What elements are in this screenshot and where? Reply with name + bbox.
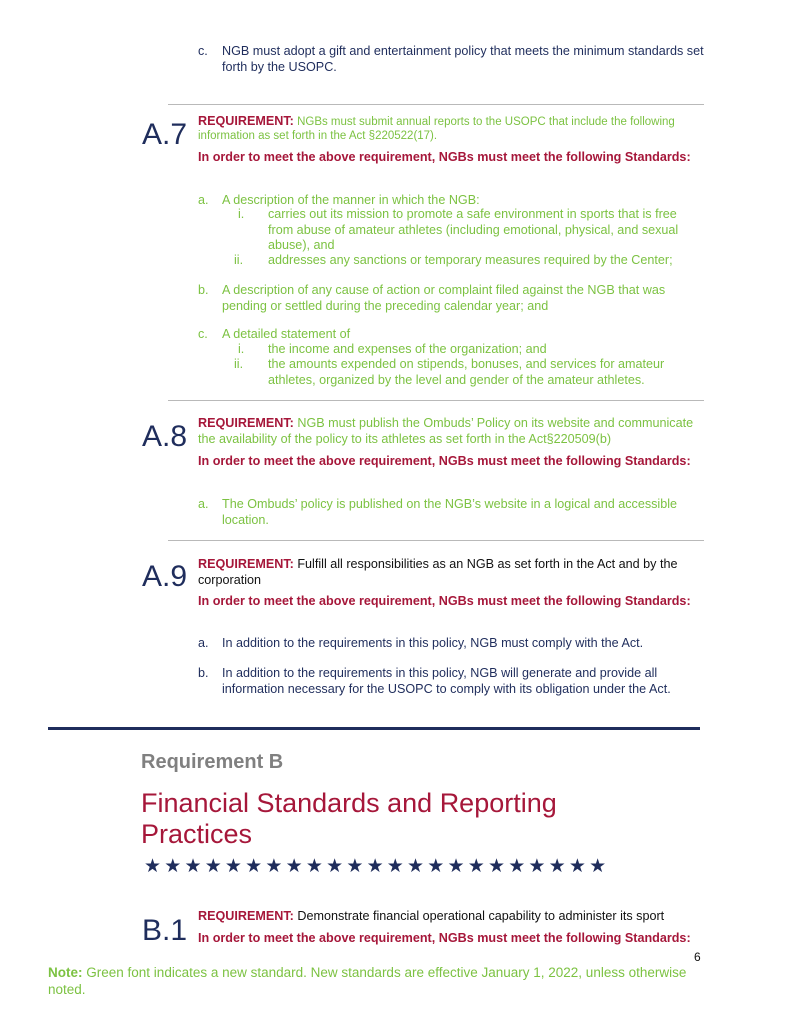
- list-item-text: addresses any sanctions or temporary measures required by the Center;: [268, 253, 673, 267]
- list-marker: a.: [198, 193, 209, 207]
- requirement-label: Requirement B: [141, 751, 284, 773]
- list-item-text: A description of any cause of action or complaint filed against the NGB that was pending or settled during the preceding calendar year; and: [222, 283, 666, 313]
- list-item-text: In addition to the requirements in this policy, NGB must comply with the Act.: [222, 636, 644, 650]
- requirement-statement: [198, 557, 703, 588]
- list-marker: i.: [238, 342, 245, 356]
- list-item-text: NGB must adopt a gift and entertainment policy that meets the minimum standards set forth by the USOPC.: [222, 44, 704, 74]
- page-title: Financial Standards and Reporting Practices: [141, 788, 557, 849]
- page-number: 6: [694, 950, 701, 964]
- section-divider: [168, 540, 704, 541]
- requirement-statement: [198, 909, 703, 925]
- list-marker: a.: [198, 636, 209, 650]
- list-item-text: A detailed statement of: [222, 327, 351, 341]
- list-marker: i.: [238, 207, 245, 221]
- list-item-text: The Ombuds’ policy is published on the NGB’s website in a logical and accessible location.: [222, 497, 678, 527]
- section-number: A.9: [142, 560, 188, 593]
- list-marker: b.: [198, 283, 209, 297]
- standards-heading: In order to meet the above requirement, NGBs must meet the following Standards:: [198, 150, 691, 164]
- list-item-text: the amounts expended on stipends, bonuses, and services for amateur athletes, organized by the level and gender of the amateur athletes.: [268, 357, 665, 387]
- list-marker: ii.: [234, 253, 244, 267]
- list-marker: a.: [198, 497, 209, 511]
- requirement-statement: [198, 115, 698, 143]
- requirement-text: NGB must publish the Ombuds’ Policy on its website and communicate the availability of the policy to its athletes as set forth in the Act§220509(b): [198, 416, 694, 446]
- list-item-text: In addition to the requirements in this policy, NGB will generate and provide all information necessary for the USOPC to comply with its obligation under the Act.: [222, 666, 671, 696]
- list-item-text: the income and expenses of the organization; and: [268, 342, 547, 356]
- list-item-text: A description of the manner in which the NGB:: [222, 193, 480, 207]
- section-divider: [168, 104, 704, 105]
- list-item-text: carries out its mission to promote a safe environment in sports that is free from abuse of amateur athletes (including emotional, physical, and sexual abuse), and: [268, 207, 679, 252]
- requirement-label: REQUIREMENT:: [198, 114, 294, 128]
- section-divider: [168, 400, 704, 401]
- standards-heading: In order to meet the above requirement, NGBs must meet the following Standards:: [198, 454, 691, 468]
- requirement-text: Demonstrate financial operational capability to administer its sport: [297, 909, 665, 923]
- footnote-label: Note:: [48, 965, 83, 980]
- standards-heading: In order to meet the above requirement, NGBs must meet the following Standards:: [198, 931, 691, 945]
- standards-heading: In order to meet the above requirement, NGBs must meet the following Standards:: [198, 594, 691, 608]
- list-marker: ii.: [234, 357, 244, 371]
- list-marker: c.: [198, 44, 208, 58]
- requirement-text: NGBs must submit annual reports to the USOPC that include the following information as set forth in the Act §220522(17).: [198, 116, 675, 142]
- requirement-text: Fulfill all responsibilities as an NGB as set forth in the Act and by the corporation: [198, 557, 678, 587]
- section-number: A.7: [142, 118, 188, 151]
- major-divider: [48, 727, 700, 730]
- section-number: B.1: [142, 914, 188, 947]
- requirement-label: REQUIREMENT:: [198, 909, 294, 923]
- section-number: A.8: [142, 420, 188, 453]
- requirement-label: REQUIREMENT:: [198, 416, 294, 430]
- requirement-statement: [198, 416, 703, 447]
- list-marker: b.: [198, 666, 209, 680]
- footnote-text: Green font indicates a new standard. New standards are effective January 1, 2022, unless otherwise noted.: [48, 965, 687, 997]
- list-marker: c.: [198, 327, 208, 341]
- star-divider: ★★★★★★★★★★★★★★★★★★★★★★★: [144, 856, 610, 877]
- footnote: [48, 965, 708, 998]
- requirement-label: REQUIREMENT:: [198, 557, 294, 571]
